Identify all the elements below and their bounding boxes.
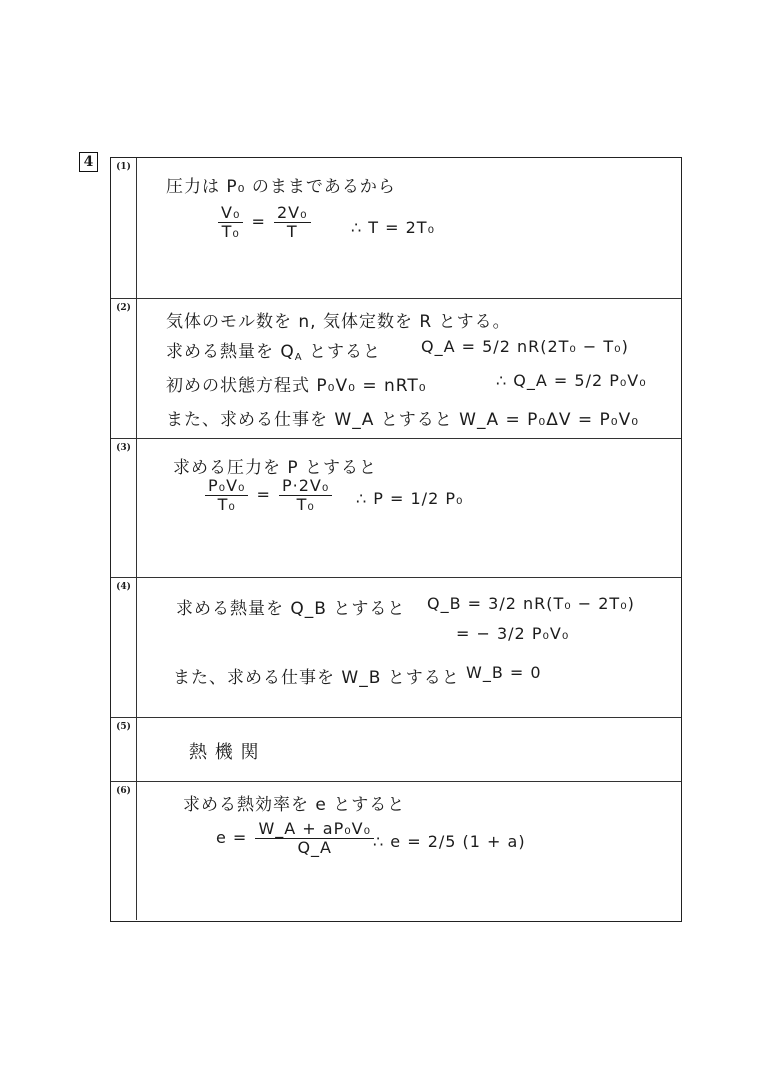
fraction-denominator: Q_A — [297, 838, 332, 857]
part-6-line-1: 求める熱効率を e とすると — [183, 795, 406, 815]
part-5-answer: 熱 機 関 — [189, 742, 260, 763]
part-2-line-4: また、求める仕事を W_A とすると W_A = P₀ΔV = P₀V₀ — [166, 410, 640, 430]
part-6-equation — [216, 820, 376, 857]
fraction-numerator: P·2V₀ — [279, 477, 332, 496]
fraction-numerator: 2V₀ — [274, 204, 311, 223]
part-3-equation — [203, 477, 334, 514]
equals-sign: = — [256, 485, 271, 504]
line-text-tail: とすると — [302, 342, 382, 362]
equation-lhs: e = — [216, 828, 248, 847]
part-6-result: ∴ e = 2/5 (1 + a) — [373, 832, 526, 851]
part-1-equation — [216, 204, 313, 241]
part-3 — [111, 439, 681, 578]
part-2-heat-equation: Q_A = 5/2 nR(2T₀ − T₀) — [421, 337, 629, 356]
line-text: 求める熱量を Q — [166, 342, 295, 362]
part-label: (3) — [111, 439, 137, 577]
fraction-denominator: T₀ — [221, 222, 240, 241]
part-label: (6) — [111, 782, 137, 920]
part-4-heat-result: = − 3/2 P₀V₀ — [456, 624, 570, 643]
part-3-result: ∴ P = 1/2 P₀ — [356, 489, 464, 508]
part-label: (5) — [111, 718, 137, 781]
fraction-numerator: W_A + aP₀V₀ — [255, 820, 374, 839]
part-6 — [111, 782, 681, 920]
part-1-result: ∴ T = 2T₀ — [351, 218, 435, 237]
part-2 — [111, 299, 681, 439]
fraction-numerator: V₀ — [218, 204, 243, 223]
fraction-denominator: T₀ — [296, 495, 315, 514]
fraction-numerator: P₀V₀ — [205, 477, 248, 496]
answer-sheet — [110, 157, 682, 922]
part-3-line-1: 求める圧力を P とすると — [173, 458, 378, 478]
part-label: (1) — [111, 158, 137, 298]
part-4-line-3: また、求める仕事を W_B とすると — [173, 668, 460, 688]
part-4 — [111, 578, 681, 718]
part-1 — [111, 158, 681, 299]
part-2-line-3: 初めの状態方程式 P₀V₀ = nRT₀ — [166, 376, 427, 396]
equals-sign: = — [251, 212, 266, 231]
part-4-heat-equation: Q_B = 3/2 nR(T₀ − 2T₀) — [427, 594, 635, 613]
fraction-denominator: T₀ — [217, 495, 236, 514]
part-5 — [111, 718, 681, 782]
part-4-line-1: 求める熱量を Q_B とすると — [176, 599, 406, 619]
part-4-work-result: W_B = 0 — [466, 663, 542, 682]
part-2-line-2 — [166, 337, 381, 363]
fraction-denominator: T — [286, 222, 298, 241]
part-2-heat-result: ∴ Q_A = 5/2 P₀V₀ — [496, 371, 647, 390]
part-2-line-1: 気体のモル数を n, 気体定数を R とする。 — [166, 312, 511, 332]
subscript: A — [294, 352, 303, 363]
part-label: (2) — [111, 299, 137, 438]
part-1-line-1: 圧力は P₀ のままであるから — [166, 177, 396, 197]
part-label: (4) — [111, 578, 137, 717]
question-number: 4 — [79, 152, 98, 172]
